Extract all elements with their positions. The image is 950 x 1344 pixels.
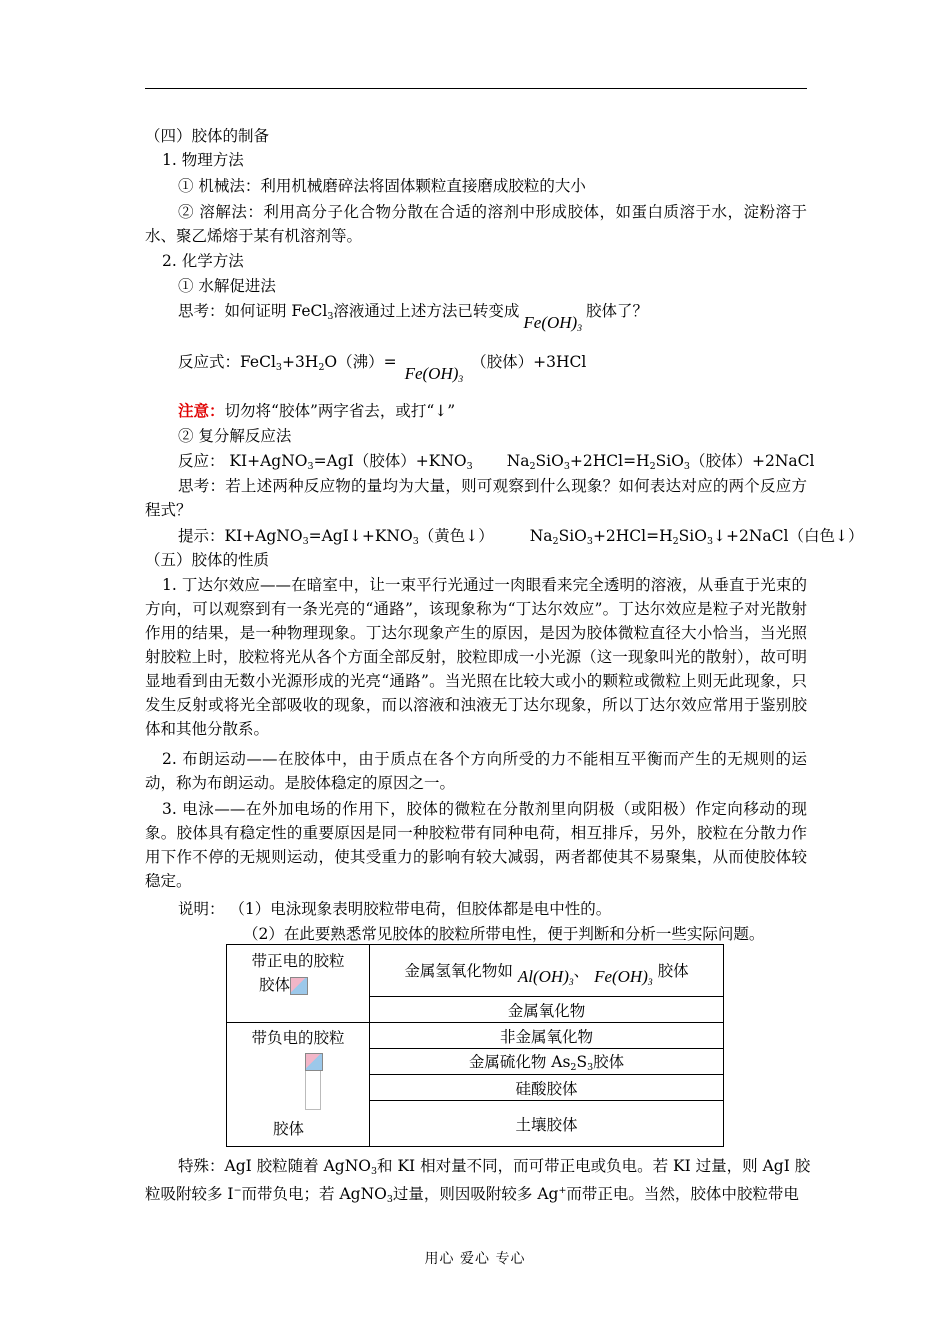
dissolution-method: ② 溶解法：利用高分子化合物分散在合适的溶剂中形成胶体，如蛋白质溶于水，淀粉溶于水、聚乙烯熔于某有机溶剂等。 bbox=[145, 203, 807, 245]
section-5-title: （五）胶体的性质 bbox=[145, 551, 270, 569]
reaction-equation-2: 反应： KI+AgNO$_3$=AgI（胶体）$+KNO_3$ $Na_2SiO_3+2HCl=H_2SiO_3$（胶体）+2NaCl bbox=[178, 452, 815, 472]
mechanical-method: ① 机械法：利用机械磨碎法将固体颗粒直接磨成胶粒的大小 bbox=[178, 177, 586, 195]
brownian-motion-paragraph: 2. 布朗运动——在胶体中，由于质点在各个方向所受的力不能相互平衡而产生的无规则的运动，称为布朗运动。是胶体稳定的原因之一。 bbox=[145, 750, 807, 792]
negative-row-silicic-acid: 硅酸胶体 bbox=[370, 1075, 724, 1101]
caution-label: 注意： bbox=[178, 401, 225, 420]
chemical-method-heading: 2. 化学方法 bbox=[162, 252, 244, 270]
reaction-equation-1: 反应式：$FeCl_3+3H_2O$（沸）$=Fe(OH)_3$（胶体）+3HCl bbox=[178, 353, 587, 385]
hydrolysis-method: ① 水解促进法 bbox=[178, 277, 276, 295]
double-decomposition-method: ② 复分解反应法 bbox=[178, 427, 292, 445]
negative-colloid-label: 带负电的胶粒 bbox=[251, 1029, 345, 1047]
feoh3-formula: $Fe(OH)_3$ bbox=[594, 967, 653, 988]
negative-row-metal-sulfide: 金属硫化物 $As_2S_3$胶体 bbox=[370, 1049, 724, 1075]
think-question-1: 思考：如何证明 FeCl$_3$溶液通过上述方法已转变成$Fe(OH)_3$胶体了？ bbox=[178, 302, 648, 334]
electrophoresis-paragraph: 3. 电泳——在外加电场的作用下，胶体的微粒在分散剂里向阴极（或阳极）作定向移动的现象。胶体具有稳定性的重要原因是同一种胶粒带有同种电荷，相互排斥，另外，胶粒在分散力作用下作不停的无规则运动，使其受重力的影响有较大减弱，两者都使其不易聚集，从而使胶体较稳定。 bbox=[145, 800, 807, 890]
colloid-charge-table bbox=[226, 944, 724, 1147]
negative-colloid-label-cell bbox=[227, 1023, 370, 1147]
positive-colloid-suffix: 胶体 bbox=[259, 976, 291, 994]
explanation-note-1: 说明： （1）电泳现象表明胶粒带电荷，但胶体都是电中性的。 bbox=[178, 900, 612, 918]
image-placeholder-icon bbox=[305, 1053, 323, 1071]
feoh3-formula: $Fe(OH)_3$ bbox=[404, 364, 464, 385]
negative-colloid-suffix: 胶体 bbox=[273, 1120, 305, 1138]
physical-method-heading: 1. 物理方法 bbox=[162, 151, 244, 169]
feoh3-formula: $Fe(OH)_3$ bbox=[523, 313, 582, 334]
tyndall-effect-paragraph: 1. 丁达尔效应——在暗室中，让一束平行光通过一肉眼看来完全透明的溶液，从垂直于光束的方向，可以观察到有一条光亮的“通路”，该现象称为“丁达尔效应”。丁达尔效应是粒子对光散射作用的结果，是一种物理现象。丁达尔现象产生的原因，是因为胶体微粒直径大小恰当，当光照射胶粒上时，胶粒将光从各个方面全部反射，胶粒即成一小光源（这一现象叫光的散射），故可明显地看到由无数小光源形成的光亮“通路”。当光照在比较大或小的颗粒或微粒上则无此现象，只发生反射或将光全部吸收的现象，而以溶液和浊液无丁达尔现象，所以丁达尔效应常用于鉴别胶体和其他分散系。 bbox=[145, 576, 807, 738]
positive-colloid-label: 带正电的胶粒 bbox=[251, 952, 345, 970]
think-question-2: 思考：若上述两种反应物的量均为大量，则可观察到什么现象？如何表达对应的两个反应方程式？ bbox=[145, 477, 807, 519]
negative-row-nonmetal-oxide: 非金属氧化物 bbox=[370, 1023, 724, 1049]
positive-row-metal-hydroxide: 金属氢氧化物如 $Al(OH)_3$、 $Fe(OH)_3$ 胶体 bbox=[370, 945, 724, 997]
special-case-line-1: 特殊：AgI 胶粒随着 AgNO$_3$和 KI 相对量不同，而可带正电或负电。若 KI 过量，则 AgI 胶 bbox=[178, 1157, 811, 1177]
positive-row-metal-oxide: 金属氧化物 bbox=[370, 997, 724, 1023]
aloh3-formula: $Al(OH)_3$ bbox=[517, 967, 574, 988]
explanation-note-2: （2）在此要熟悉常见胶体的胶粒所带电性，便于判断和分析一些实际问题。 bbox=[243, 925, 765, 943]
negative-row-soil-colloid: 土壤胶体 bbox=[370, 1101, 724, 1147]
special-case-line-2: 粒吸附较多 I−而带负电；若 AgNO$_3$过量，则因吸附较多 Ag+而带正电。当然，胶体中胶粒带电 bbox=[145, 1185, 799, 1205]
header-rule bbox=[145, 88, 807, 89]
image-placeholder-icon bbox=[290, 977, 308, 995]
hint-equations: 提示：$KI+AgNO_3=AgI↓+KNO_3$（黄色↓） $Na_2SiO_3+2HCl=H_2SiO_3↓+2NaCl$（白色↓） bbox=[178, 527, 864, 547]
section-4-title: （四）胶体的制备 bbox=[145, 127, 270, 145]
caution-note: 注意：切勿将“胶体”两字省去，或打“↓” bbox=[178, 401, 456, 420]
positive-colloid-label-cell bbox=[227, 945, 370, 1023]
page-footer: 用心 爱心 专心 bbox=[424, 1251, 526, 1267]
